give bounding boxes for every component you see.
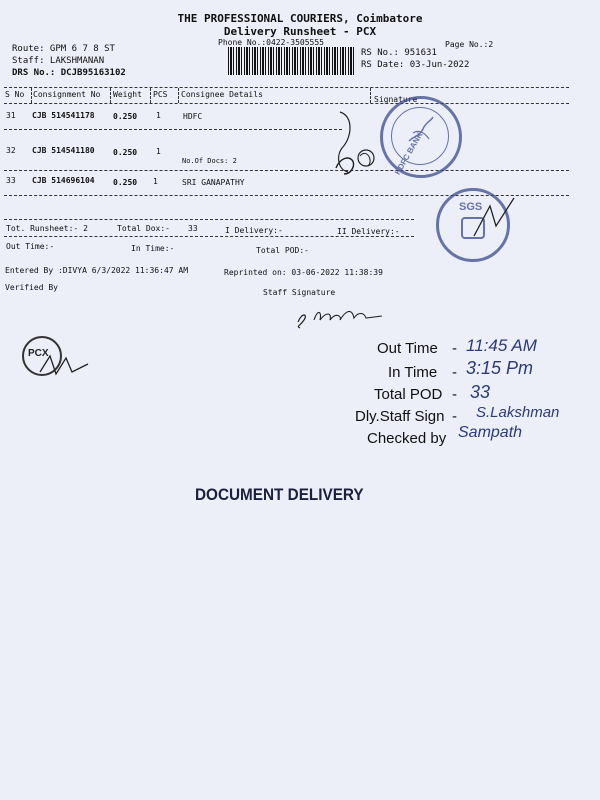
barcode	[228, 47, 356, 75]
in-time-label: In Time:-	[131, 244, 175, 253]
sgs-stamp-text: SGS	[459, 201, 483, 213]
stamp-in-time-value: 3:15 Pm	[466, 358, 534, 378]
staff-signature	[292, 298, 392, 332]
row-weight: 0.250	[113, 112, 138, 121]
divider	[4, 219, 414, 220]
stamp-dash: -	[452, 386, 457, 403]
col-header-weight: Weight	[113, 90, 142, 99]
row-weight: 0.250	[113, 178, 138, 187]
reprinted-on: Reprinted on: 03-06-2022 11:38:39	[224, 268, 383, 277]
row-consignment: CJB 514541180	[32, 146, 95, 155]
stamp-checked-by-label: Checked by	[367, 430, 447, 447]
entered-by: Entered By :DIVYA 6/3/2022 11:36:47 AM	[5, 266, 189, 275]
stamp-in-time-label: In Time	[388, 364, 438, 381]
document-delivery-stamp: DOCUMENT DELIVERY	[195, 485, 364, 504]
pcx-initials	[36, 346, 96, 386]
row-consignment: CJB 514541178	[32, 111, 95, 120]
stamp-dash: -	[452, 364, 457, 381]
stamp-staff-sign-label: Dly.Staff Sign	[355, 408, 445, 425]
rs-number: RS No.: 951631	[361, 48, 437, 58]
col-separator	[31, 88, 32, 103]
total-dox-label: Total Dox:-	[117, 224, 170, 233]
row-sno: 32	[6, 146, 16, 155]
stamp-out-time-value: 11:45 AM	[466, 336, 537, 355]
route: Route: GPM 6 7 8 ST	[12, 44, 115, 54]
col-header-pcs: PCS	[153, 90, 168, 99]
stamp-staff-sign-value: S.Lakshman	[476, 404, 560, 421]
ii-delivery: II Delivery:-	[337, 227, 400, 236]
runsheet-title: Delivery Runsheet - PCX	[223, 25, 377, 38]
stamp-dash: -	[452, 408, 457, 425]
row-weight: 0.250	[113, 148, 138, 157]
total-pod-label: Total POD:-	[256, 246, 309, 255]
hdfc-stamp-text: HDFC BANK	[392, 130, 425, 177]
row-consignee: SRI GANAPATHY	[182, 178, 245, 187]
divider	[4, 103, 569, 104]
stamp-checked-by-value: Sampath	[458, 424, 523, 441]
i-delivery: I Delivery:-	[225, 226, 283, 235]
row-pcs: 1	[156, 147, 161, 156]
col-header-sno: S No	[5, 90, 25, 99]
phone-number: Phone No.:0422-3505555	[218, 38, 324, 47]
staff-name: Staff: LAKSHMANAN	[12, 56, 105, 66]
sgs-signature	[470, 196, 520, 240]
col-separator	[178, 88, 179, 103]
pcx-stamp-text: PCX	[28, 348, 49, 359]
stamp-total-pod-value: 33	[470, 382, 491, 402]
divider	[4, 129, 342, 130]
row-docs-count: No.Of Docs: 2	[182, 157, 237, 165]
row-consignee: HDFC	[183, 112, 203, 121]
col-header-consignee: Consignee Details	[181, 90, 263, 99]
company-title: THE PROFESSIONAL COURIERS, Coimbatore	[177, 12, 423, 25]
divider	[4, 170, 569, 171]
verified-by: Verified By	[5, 283, 58, 292]
divider	[4, 87, 569, 88]
stamp-out-time-label: Out Time	[377, 340, 438, 357]
row-pcs: 1	[153, 177, 158, 186]
col-separator	[110, 88, 111, 103]
drs-number: DRS No.: DCJB95163102	[12, 68, 126, 78]
stamp-dash: -	[452, 340, 457, 357]
row-pcs: 1	[156, 111, 161, 120]
rs-date: RS Date: 03-Jun-2022	[361, 60, 470, 70]
stamp-total-pod-label: Total POD	[374, 386, 443, 403]
out-time-label: Out Time:-	[6, 242, 55, 251]
col-header-signature: Signature	[374, 95, 418, 104]
page-number: Page No.:2	[445, 40, 494, 49]
row-sno: 33	[6, 176, 16, 185]
consignee-signature	[326, 108, 386, 178]
col-separator	[370, 88, 371, 103]
row-consignment: CJB 514696104	[32, 176, 95, 185]
col-separator	[150, 88, 151, 103]
row-sno: 31	[6, 111, 16, 120]
total-dox-value: 33	[188, 224, 198, 233]
col-header-consignment: Consignment No	[33, 90, 101, 99]
divider	[4, 236, 414, 237]
hdfc-bank-stamp	[380, 96, 462, 178]
staff-signature-label: Staff Signature	[263, 288, 336, 297]
total-runsheet: Tot. Runsheet:- 2	[6, 224, 88, 233]
